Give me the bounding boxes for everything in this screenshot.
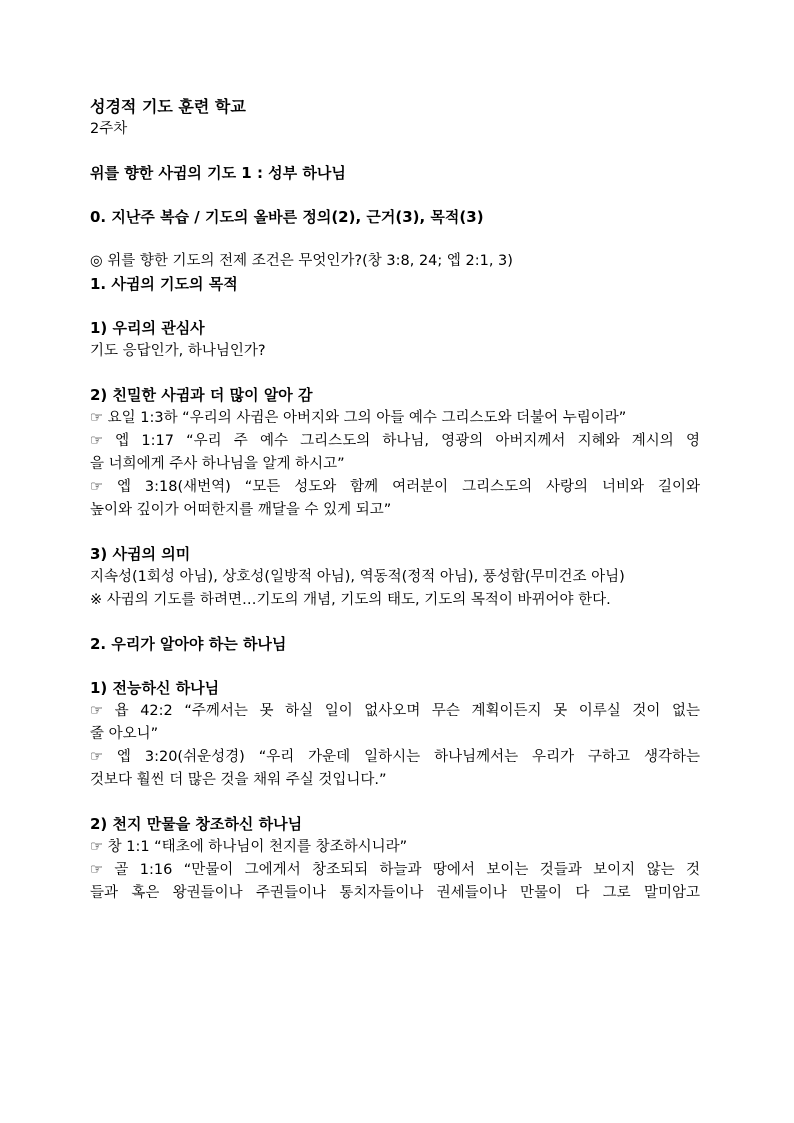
section-1-3-heading: 3) 사귐의 의미 — [90, 545, 191, 563]
verse-line: 들과 혹은 왕권들이나 주권들이나 통치자들이나 권세들이나 만물이 다 그로 말미암고 — [90, 885, 700, 901]
verse-line: ☞ 골 1:16 “만물이 그에게서 창조되되 하늘과 땅에서 보이는 것들과 보이지 않는 것 — [90, 862, 700, 878]
verse-line: 것보다 훨씬 더 많은 것을 채워 주실 것입니다.” — [90, 772, 387, 788]
section-2-heading: 2. 우리가 알아야 하는 하나님 — [90, 635, 287, 653]
note-line: ※ 사귐의 기도를 하려면…기도의 개념, 기도의 태도, 기도의 목적이 바뀌어야 한다. — [90, 592, 611, 608]
verse-line: 을 너희에게 주사 하나님을 알게 하시고” — [90, 456, 345, 472]
section-1-heading: 1. 사귐의 기도의 목적 — [90, 275, 238, 293]
section-2-2-heading: 2) 천지 만물을 창조하신 하나님 — [90, 815, 303, 833]
section-2-1-heading: 1) 전능하신 하나님 — [90, 679, 220, 697]
precondition-question: ◎ 위를 향한 기도의 전제 조건은 무엇인가?(창 3:8, 24; 엡 2:1, 3) — [90, 253, 513, 269]
week-label: 2주차 — [90, 121, 128, 137]
verse-line: ☞ 요일 1:3하 “우리의 사귐은 아버지와 그의 아들 예수 그리스도와 더불어 누림이라” — [90, 410, 627, 426]
verse-line: 줄 아오니” — [90, 726, 159, 742]
body-line: 지속성(1회성 아님), 상호성(일방적 아님), 역동적(정적 아님), 풍성함(무미건조 아님) — [90, 569, 625, 585]
verse-line: ☞ 엡 3:20(쉬운성경) “우리 가운데 일하시는 하나님께서는 우리가 구하고 생각하는 — [90, 749, 700, 765]
verse-line: ☞ 창 1:1 “태초에 하나님이 천지를 창조하시니라” — [90, 839, 408, 855]
document-title: 성경적 기도 훈련 학교 — [90, 97, 246, 116]
verse-line: ☞ 욥 42:2 “주께서는 못 하실 일이 없사오며 무슨 계획이든지 못 이루실 것이 없는 — [90, 703, 700, 719]
verse-line: 높이와 깊이가 어떠한지를 깨달을 수 있게 되고” — [90, 502, 392, 518]
section-1-1-body: 기도 응답인가, 하나님인가? — [90, 343, 266, 359]
verse-line: ☞ 엡 3:18(새번역) “모든 성도와 함께 여러분이 그리스도의 사랑의 너비와 길이와 — [90, 479, 700, 495]
review-heading: 0. 지난주 복습 / 기도의 올바른 정의(2), 근거(3), 목적(3) — [90, 208, 484, 226]
section-1-2-heading: 2) 친밀한 사귐과 더 많이 알아 감 — [90, 386, 313, 404]
section-1-1-heading: 1) 우리의 관심사 — [90, 319, 205, 337]
verse-line: ☞ 엡 1:17 “우리 주 예수 그리스도의 하나님, 영광의 아버지께서 지혜와 계시의 영 — [90, 433, 700, 449]
document-page — [90, 95, 700, 905]
lesson-title: 위를 향한 사귐의 기도 1 : 성부 하나님 — [90, 164, 346, 182]
